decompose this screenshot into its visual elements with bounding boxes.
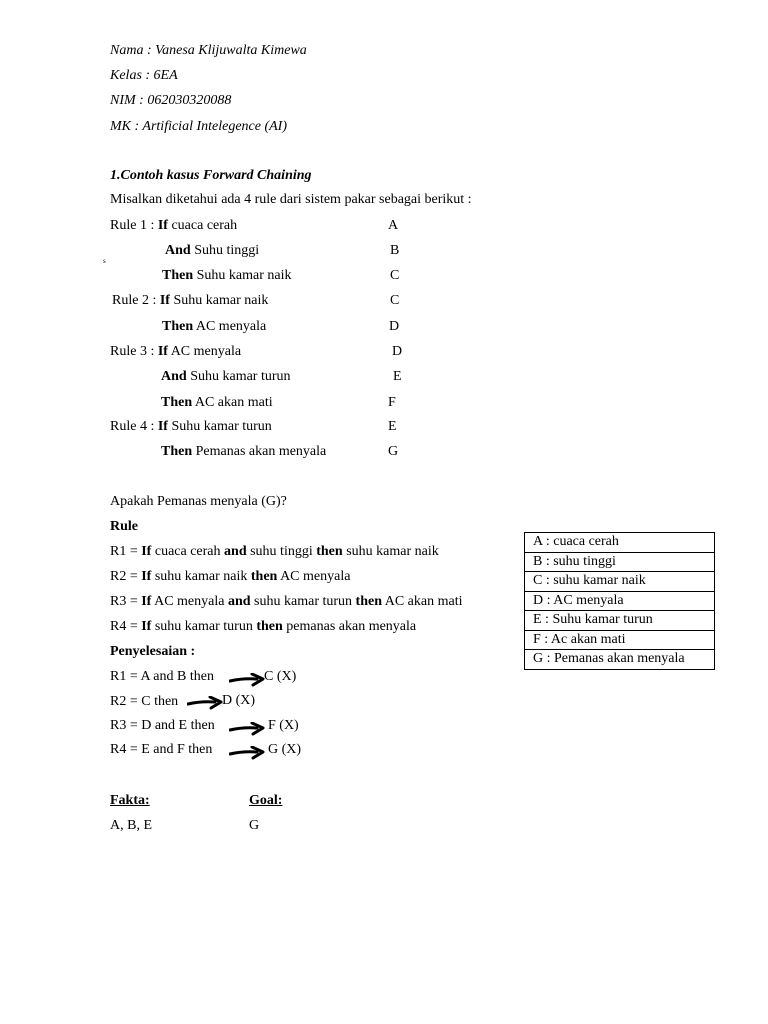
stray-mark: s [103,257,106,265]
formal-rule-text: cuaca cerah [151,544,225,559]
rule-code: G [388,444,399,459]
rule-keyword: If [157,344,168,359]
formal-rule [110,544,439,560]
arrow-right-icon [187,696,223,710]
rule-keyword: If [157,218,168,233]
rule-code: F [388,395,396,410]
rule-code: C [390,293,400,308]
legend-cell: C : suhu kamar naik [525,572,715,592]
rule-code: D [389,319,400,334]
course-name: MK : Artificial Intelegence (AI) [110,119,288,134]
formal-rule-text: suhu kamar naik [151,569,251,584]
rule-line [161,444,326,460]
rule-code: C [390,268,400,283]
rule-text: Suhu kamar naik [169,293,269,308]
formal-rule-text: suhu kamar turun [151,619,257,634]
student-name: Nama : Vanesa Klijuwalta Kimewa [110,43,307,58]
rule-prefix: Rule 4 : [110,419,158,434]
rule-code: E [393,369,402,384]
rule-line [110,419,272,435]
solution-rhs: G (X) [268,742,302,757]
formal-rule-id: R2 = [110,569,142,584]
rule-line [161,395,273,411]
rule-keyword: Then [162,268,194,283]
legend-table [524,532,715,670]
formal-rule-id: R4 = [110,619,142,634]
keyword-then: then [256,619,283,634]
goal-label: Goal: [249,793,283,808]
keyword-if: If [141,594,152,609]
student-nim: NIM : 062030320088 [110,93,232,108]
formal-rule-text: AC menyala [277,569,351,584]
formal-rule [110,594,462,610]
rule-text: Suhu kamar turun [167,419,272,434]
formal-rule-id: R3 = [110,594,142,609]
section-title: 1.Contoh kasus Forward Chaining [110,168,312,183]
solution-rhs: C (X) [264,669,297,684]
solution-heading: Penyelesaian : [110,644,196,659]
formal-rule-text: AC menyala [151,594,228,609]
rule-text: Pemanas akan menyala [192,444,327,459]
solution-lhs: R1 = A and B then [110,669,214,684]
rule-text: AC akan mati [192,395,273,410]
keyword-if: If [141,619,152,634]
legend-cell: G : Pemanas akan menyala [525,650,715,670]
solution-lhs: R4 = E and F then [110,742,213,757]
formal-rule-text: pemanas akan menyala [282,619,417,634]
formal-rule-text: suhu tinggi [246,544,317,559]
rule-heading: Rule [110,519,138,534]
formal-rule [110,619,416,635]
rule-code: D [392,344,403,359]
solution-rhs: D (X) [222,693,256,708]
rule-prefix: Rule 1 : [110,218,158,233]
arrow-right-icon [229,746,265,760]
rule-text: AC menyala [167,344,242,359]
formal-rule-text: suhu kamar turun [250,594,356,609]
rule-text: Suhu tinggi [190,243,260,258]
rule-line [162,268,292,284]
rule-line [165,243,259,259]
student-class: Kelas : 6EA [110,68,178,83]
rule-line [110,218,237,234]
goal-value: G [249,818,260,833]
arrow-right-icon [229,673,265,687]
rule-keyword: If [157,419,168,434]
rule-code: A [388,218,399,233]
intro-text: Misalkan diketahui ada 4 rule dari sistem pakar sebagai berikut : [110,192,472,207]
solution-lhs: R3 = D and E then [110,718,215,733]
keyword-then: then [250,569,278,584]
rule-line [161,369,291,385]
rule-line [112,293,268,309]
keyword-if: If [141,544,152,559]
rule-text: cuaca cerah [167,218,238,233]
solution-lhs: R2 = C then [110,694,179,709]
rule-keyword: And [161,369,187,384]
formal-rule-id: R1 = [110,544,142,559]
rule-code: E [388,419,397,434]
keyword-then: then [355,594,382,609]
legend-cell: E : Suhu kamar turun [525,611,715,631]
rule-prefix: Rule 2 : [112,293,160,308]
arrow-right-icon [229,722,265,736]
keyword-and: and [227,594,251,609]
formal-rule-text: suhu kamar naik [342,544,439,559]
rule-keyword: Then [162,319,194,334]
keyword-if: If [141,569,152,584]
rule-keyword: Then [161,444,193,459]
rule-code: B [390,243,400,258]
rule-line [162,319,266,335]
fakta-label: Fakta: [110,793,150,808]
rule-keyword: If [159,293,170,308]
rule-keyword: And [165,243,191,258]
formal-rule-text: AC akan mati [381,594,463,609]
rule-line [110,344,241,360]
rule-text: AC menyala [193,319,267,334]
keyword-then: then [316,544,343,559]
legend-cell: A : cuaca cerah [525,533,715,553]
keyword-and: and [224,544,247,559]
legend-cell: F : Ac akan mati [525,630,715,650]
fakta-value: A, B, E [110,818,152,833]
question-text: Apakah Pemanas menyala (G)? [110,494,287,509]
rule-text: Suhu kamar naik [193,268,292,283]
legend-cell: B : suhu tinggi [525,552,715,572]
formal-rule [110,569,350,585]
rule-keyword: Then [161,395,193,410]
solution-rhs: F (X) [268,718,299,733]
rule-text: Suhu kamar turun [186,369,291,384]
legend-cell: D : AC menyala [525,591,715,611]
rule-prefix: Rule 3 : [110,344,158,359]
